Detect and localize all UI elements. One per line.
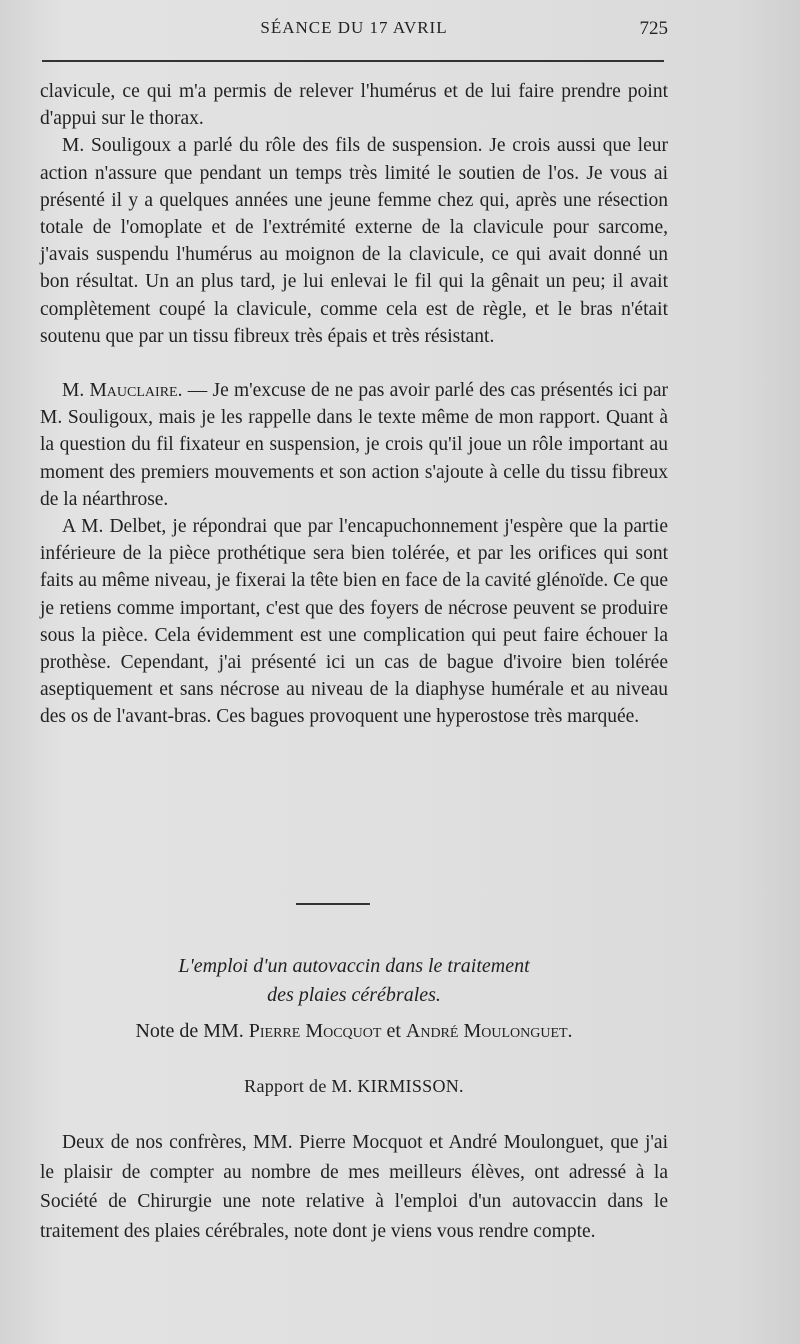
- header-rule: [42, 60, 664, 62]
- page-number: 725: [639, 18, 668, 39]
- section-title-line-2: des plaies cérébrales.: [267, 984, 441, 1006]
- speaker-name: M. Mauclaire.: [62, 380, 183, 402]
- author-2: André Moulonguet: [405, 1020, 568, 1042]
- note-authors: [40, 1020, 668, 1043]
- paragraph-delbet: A M. Delbet, je répondrai que par l'encapuchonnement j'espère que la partie inférieure de la pièce prothétique sera bien tolérée, et par les orifices qui sont faits au même niveau, je fixerai la tête bien en face de la cavité glénoïde. Ce que je retiens comme important, c'est que des foyers de nécrose peuvent se produire sous la pièce. Cela évidemment est une complication qui peut faire échouer la prothèse. Cependant, j'ai présenté ici un cas de bague d'ivoire bien tolérée aseptiquement et sans nécrose au niveau de la diaphyse humérale et au niveau des os de l'avant-bras. Ces bagues provoquent une hyperostose très marquée.: [40, 516, 668, 728]
- body-text: [40, 78, 668, 731]
- paragraph-final: Deux de nos confrères, MM. Pierre Mocquot et André Moulonguet, que j'ai le plaisir de compter au nombre de mes meilleurs élèves, ont adressé à la Société de Chirurgie une note relative à l'emploi d'un autovaccin dans le traitement des plaies cérébrales, note dont je viens vous rendre compte.: [40, 1132, 668, 1242]
- note-conjunction: et: [386, 1020, 401, 1042]
- section-title: [40, 952, 668, 1010]
- note-suffix: .: [567, 1020, 573, 1042]
- final-body-text: [40, 1128, 668, 1246]
- running-title: SÉANCE DU 17 AVRIL: [260, 18, 448, 37]
- section-divider: [296, 903, 370, 905]
- paragraph-continuation: clavicule, ce qui m'a permis de relever l'humérus et de lui faire prendre point d'appui sur le thorax.: [40, 81, 668, 130]
- running-head: [40, 18, 668, 48]
- mauclaire-text: — Je m'excuse de ne pas avoir parlé des cas présentés ici par M. Souligoux, mais je les rappelle dans le texte même de mon rapport. Quant à la question du fil fixateur en suspension, je crois qu'il joue un rôle important au moment des premiers mouvements et son action s'ajoute à celle du tissu fibreux de la néarthrose.: [40, 380, 669, 510]
- note-prefix: Note de MM.: [135, 1020, 244, 1042]
- author-1: Pierre Mocquot: [248, 1020, 382, 1042]
- paragraph-mauclaire: [40, 377, 668, 513]
- rapport-line: Rapport de M. KIRMISSON.: [244, 1076, 464, 1096]
- paragraph-souligoux: M. Souligoux a parlé du rôle des fils de suspension. Je crois aussi que leur action n'assure que pendant un temps très limité le soutien de l'os. Je vous ai présenté il y a quelques années une jeune femme chez qui, après une résection totale de l'omoplate et de l'extrémité externe de la clavicule pour sarcome, j'avais suspendu l'humérus au moignon de la clavicule, ce qui avait donné un bon résultat. Un an plus tard, je lui enlevai le fil qui la gênait un peu; il avait complètement coupé la clavicule, comme cela est de règle, et le bras n'était soutenu que par un tissu fibreux très épais et très résistant.: [40, 135, 668, 347]
- section-title-line-1: L'emploi d'un autovaccin dans le traitement: [178, 955, 530, 977]
- paragraph-gap: [40, 350, 668, 377]
